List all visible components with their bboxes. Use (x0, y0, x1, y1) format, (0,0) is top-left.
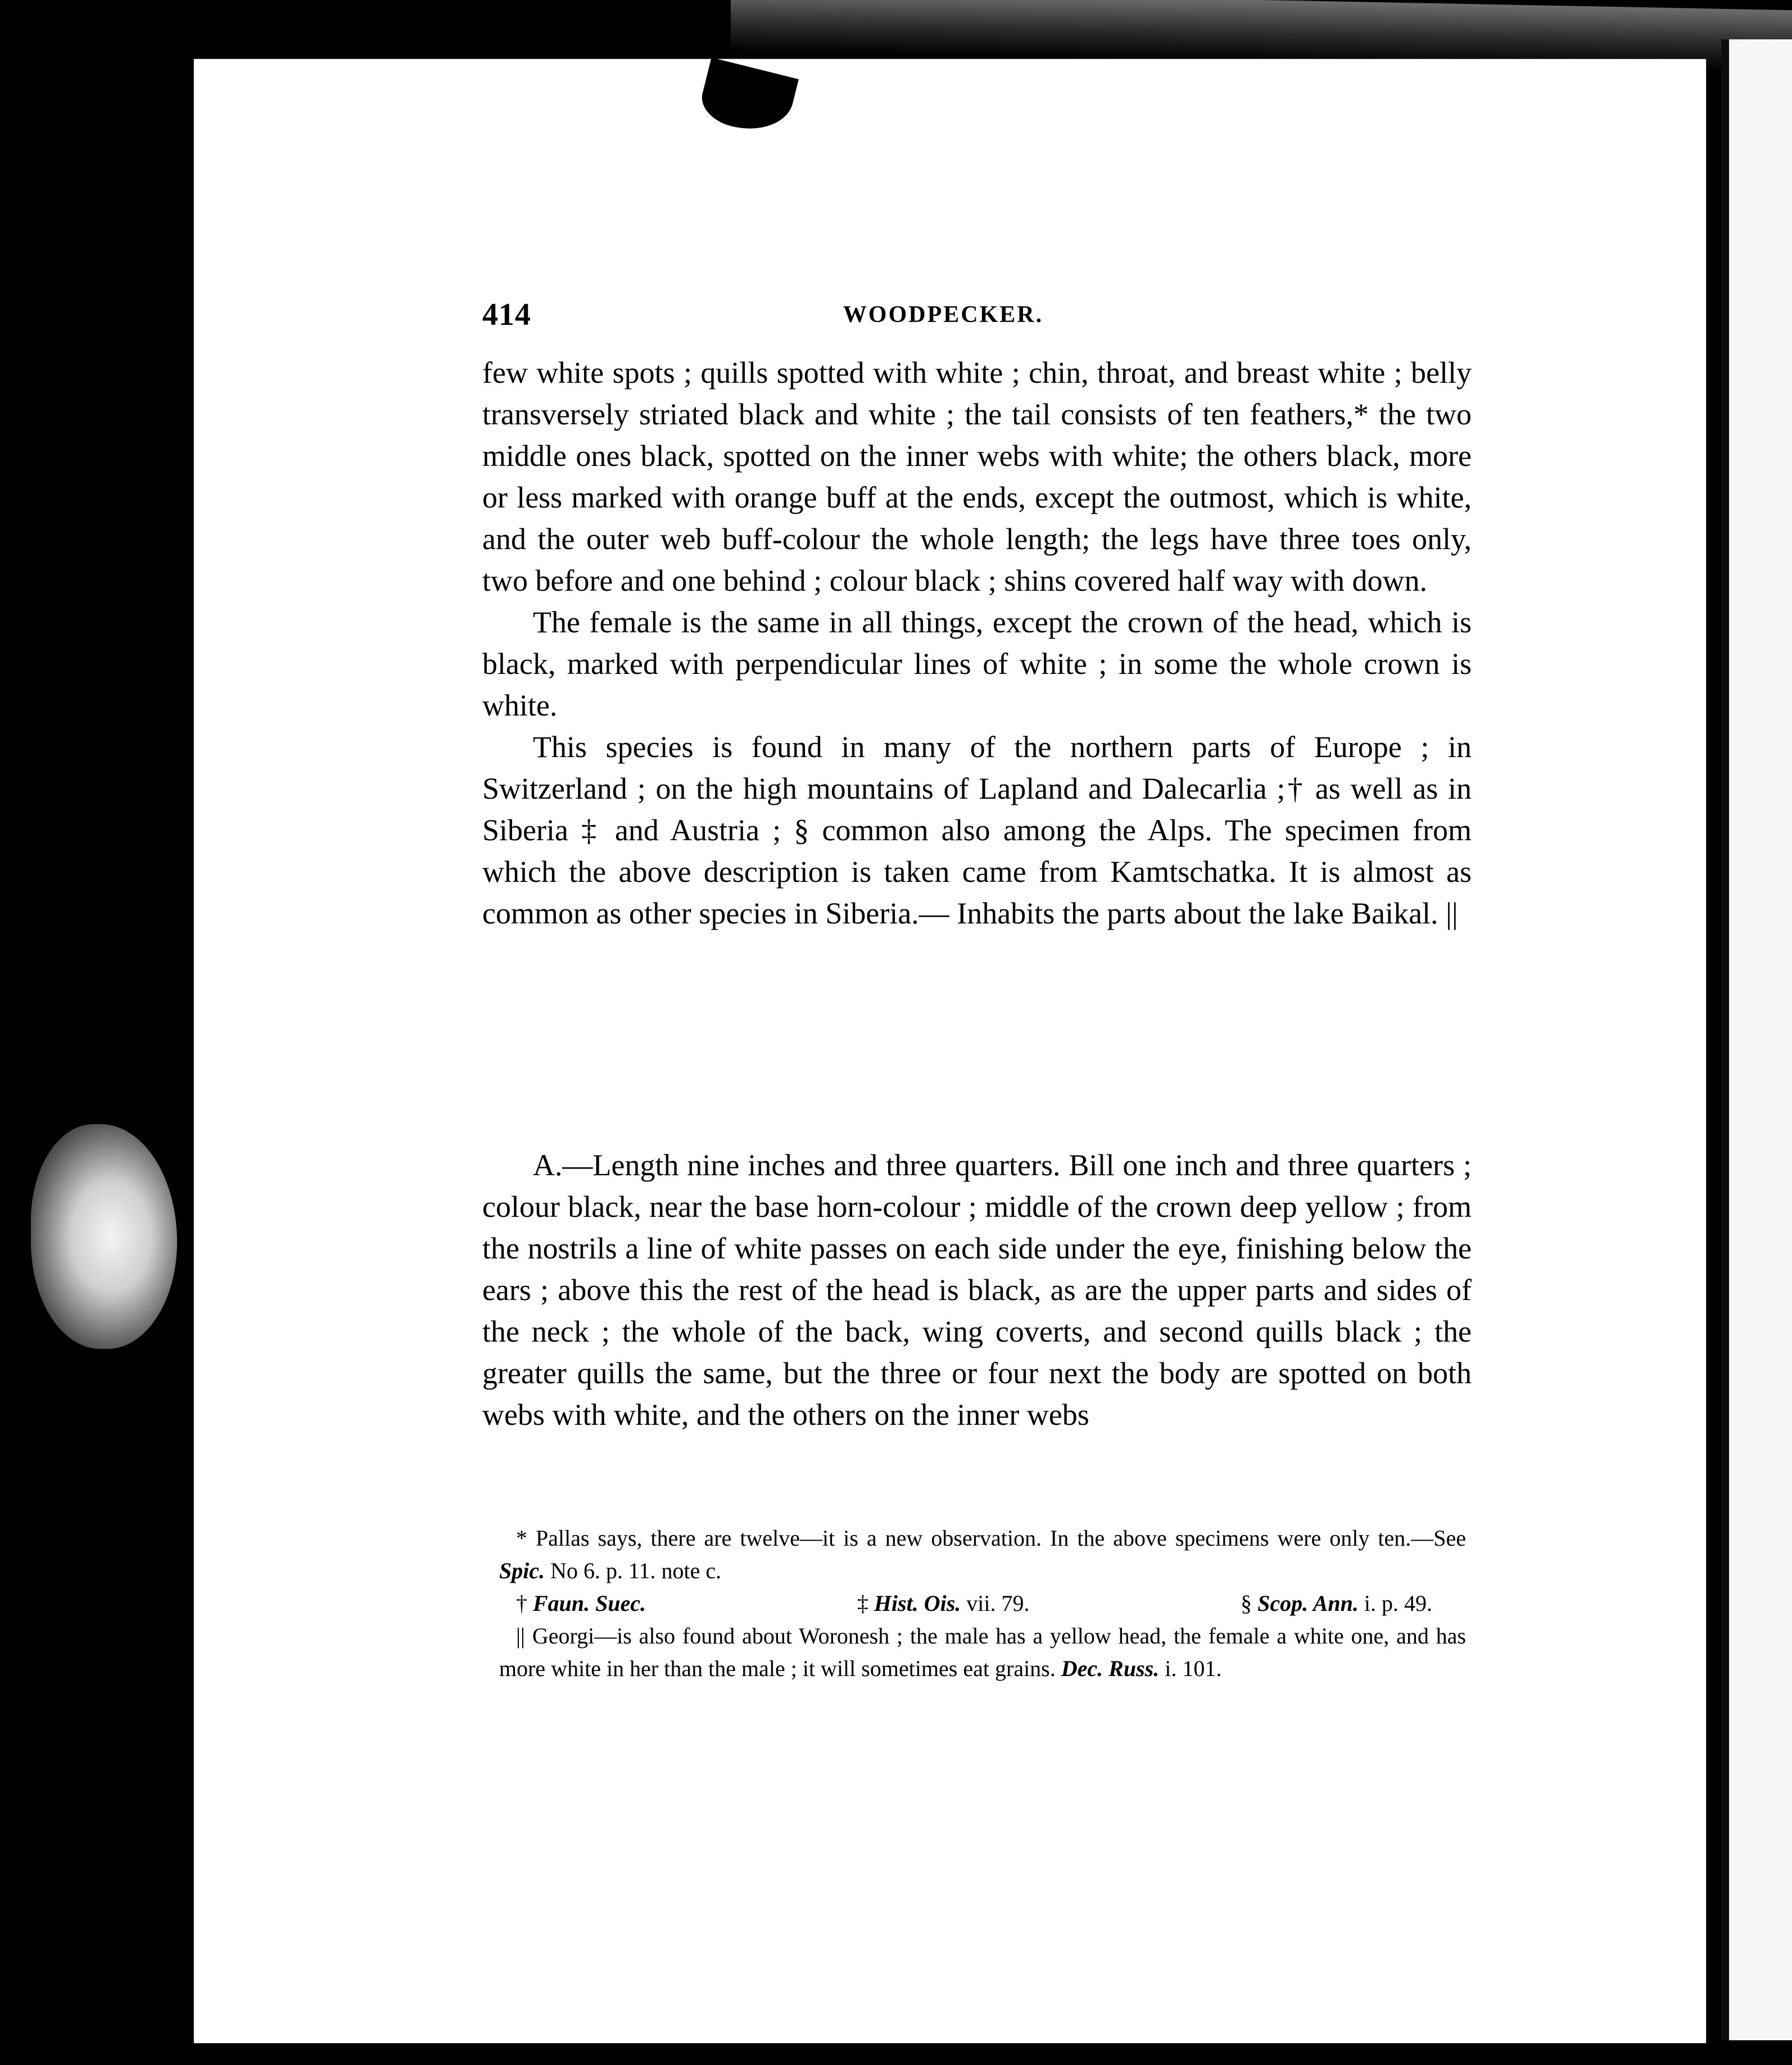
paragraph-distribution: This species is found in many of the northern parts of Europe ; in Switzerland ; on the high mountains of Lapland and Dalecarlia ;† as well as in Siberia ‡ and Austria ; § common also among the Alps. The specimen from which the above description is taken came from Kamtschatka. It is almost as common as other species in Siberia.— Inhabits the parts about the lake Baikal. || (482, 730, 1472, 930)
adjacent-page-edge (1721, 39, 1792, 2040)
footnote-1-text: * Pallas says, there are twelve—it is a new observation. In the above specimens were only ten.—See (516, 1525, 1466, 1551)
paragraph-description-continued: few white spots ; quills spotted with white ; chin, throat, and breast white ; belly transversely striated black and white ; the tail consists of ten feathers,* the two middle ones black, spotted on the inner webs with white; the others black, more or less marked with orange buff at the ends, except the outmost, which is white, and the outer web buff-colour the whole length; the legs have three toes only, two before and one behind ; colour black ; shins covered half way with down. (482, 356, 1472, 597)
footnote-row-references (499, 1587, 1466, 1620)
footnote-3-mark: ‡ (857, 1591, 868, 1616)
main-text-lower (482, 1144, 1472, 1435)
footnote-5-text: || Georgi—is also found about Woronesh ; the male has a yellow head, the female a white one, and has more white in her than the male ; it will sometimes eat grains. (499, 1623, 1466, 1681)
footnote-2 (516, 1587, 646, 1620)
footnote-3-tail: vii. 79. (961, 1591, 1030, 1616)
footnote-4-ref: Scop. Ann. (1257, 1591, 1359, 1616)
footnotes (499, 1522, 1466, 1685)
footnote-3-ref: Hist. Ois. (874, 1591, 961, 1616)
footnote-5-ref: Dec. Russ. (1061, 1656, 1160, 1681)
main-text-upper (482, 352, 1472, 934)
paragraph-female: The female is the same in all things, except the crown of the head, which is black, marked with perpendicular lines of white ; in some the whole crown is white. (482, 605, 1472, 722)
page-number: 414 (482, 297, 531, 332)
footnote-1-tail: No 6. p. 11. note c. (545, 1558, 722, 1583)
footnote-4-mark: § (1241, 1591, 1252, 1616)
footnote-3 (857, 1587, 1030, 1620)
running-title: WOODPECKER. (843, 302, 1044, 328)
footnote-4 (1241, 1587, 1432, 1620)
running-header (482, 297, 1472, 342)
footnote-2-ref: Faun. Suec. (533, 1591, 646, 1616)
footnote-5 (499, 1620, 1466, 1685)
footnote-1 (499, 1522, 1466, 1587)
footnote-2-mark: † (516, 1591, 527, 1616)
paragraph-variety-a: A.—Length nine inches and three quarters. Bill one inch and three quarters ; colour black, near the base horn-colour ; middle of the crown deep yellow ; from the nostrils a line of white passes on each side under the eye, finishing below the ears ; above this the rest of the head is black, as are the upper parts and sides of the neck ; the whole of the back, wing coverts, and second quills black ; the greater quills the same, but the three or four next the body are spotted on both webs with white, and the others on the inner webs (482, 1148, 1472, 1432)
footnote-4-tail: i. p. 49. (1358, 1591, 1432, 1616)
footnote-5-tail: i. 101. (1159, 1656, 1222, 1681)
footnote-1-ref: Spic. (499, 1558, 545, 1583)
